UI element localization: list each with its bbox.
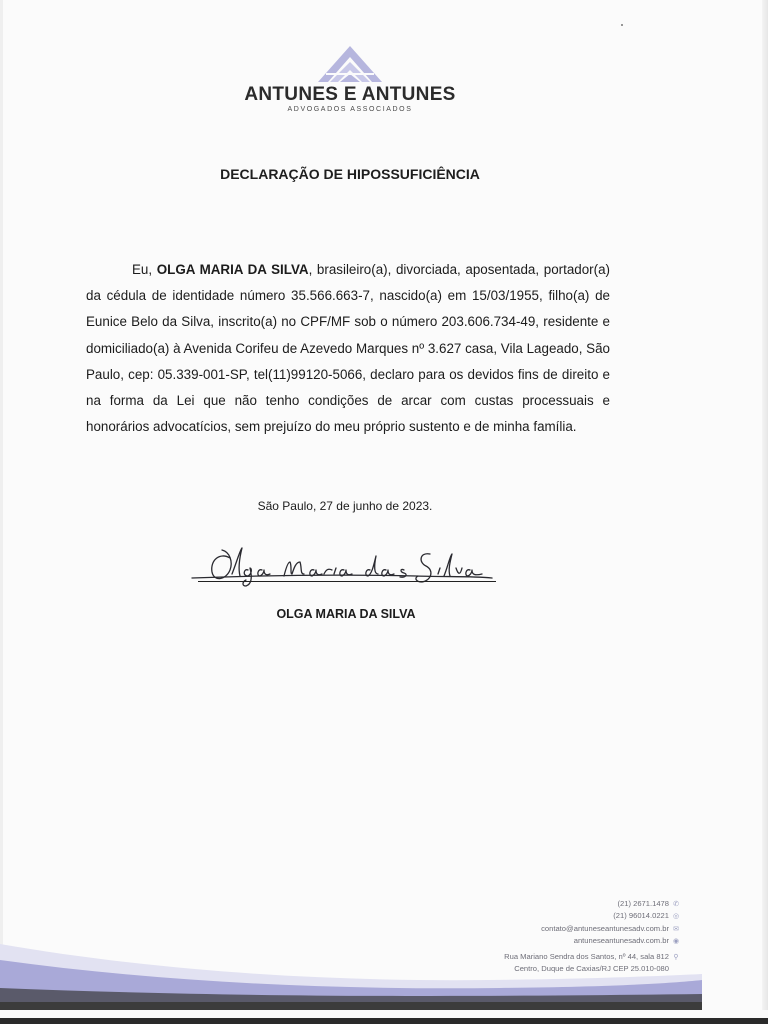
scan-speck [621,24,623,26]
handwritten-signature [186,540,498,590]
website: antuneseantunesadv.com.br [573,936,669,946]
phone-icon: ✆ [673,901,679,908]
date-line: São Paulo, 27 de junho de 2023. [257,499,433,513]
body-rest: , brasileiro(a), divorciada, aposentada, portador(a) da cédula de identidade número 35.566.663-7, nascido(a) em 15/03/1955, filho(a) de Eunice Belo da Silva, inscrito(a) no CPF/MF sob o número 203.606.734-49, residente e domiciliado(a) à Avenida Corifeu de Azevedo Marques nº 3.627 casa, Vila Lageado, São Paulo, cep: 05.339-001-SP, tel(11)99120-5066, declaro para os devidos fins de direito e na forma da Lei que não tenho condições de arcar com custas processuais e honorários advocatícios, sem prejuízo do meu próprio sustento e de minha família. [86,262,610,435]
phone-1: (21) 2671.1478 [617,899,669,908]
email: contato@antuneseantunesadv.com.br [541,923,669,933]
document-title: DECLARAÇÃO DE HIPOSSUFICIÊNCIA [220,166,480,182]
declarant-name: OLGA MARIA DA SILVA [156,262,309,277]
signer-name: OLGA MARIA DA SILVA [276,607,416,621]
scan-edge-right [762,0,768,1024]
firm-subtitle: ADVOGADOS ASSOCIADOS [287,106,413,113]
contact-row-phone [380,898,680,910]
location-pin-icon: ⚲ [673,953,679,961]
body-intro: Eu, [132,262,157,277]
address-line-1: Rua Mariano Sendra dos Santos, nº 44, sala 812 [504,951,669,961]
scan-edge-left [0,0,3,1024]
contact-row-whatsapp [380,910,680,922]
declaration-paragraph [86,257,610,440]
footer-wave-decoration [0,930,768,1024]
email-icon: ✉ [673,925,679,933]
globe-icon: ◉ [672,938,680,946]
whatsapp-icon: ◎ [672,913,680,921]
mountain-a-logo-icon [316,44,384,84]
phone-2: (21) 96014.0221 [613,911,669,921]
signature-line [198,581,496,582]
address-line-2: Centro, Duque de Caxias/RJ CEP 25.010-080 [514,964,669,974]
firm-name: ANTUNES E ANTUNES [244,84,456,105]
